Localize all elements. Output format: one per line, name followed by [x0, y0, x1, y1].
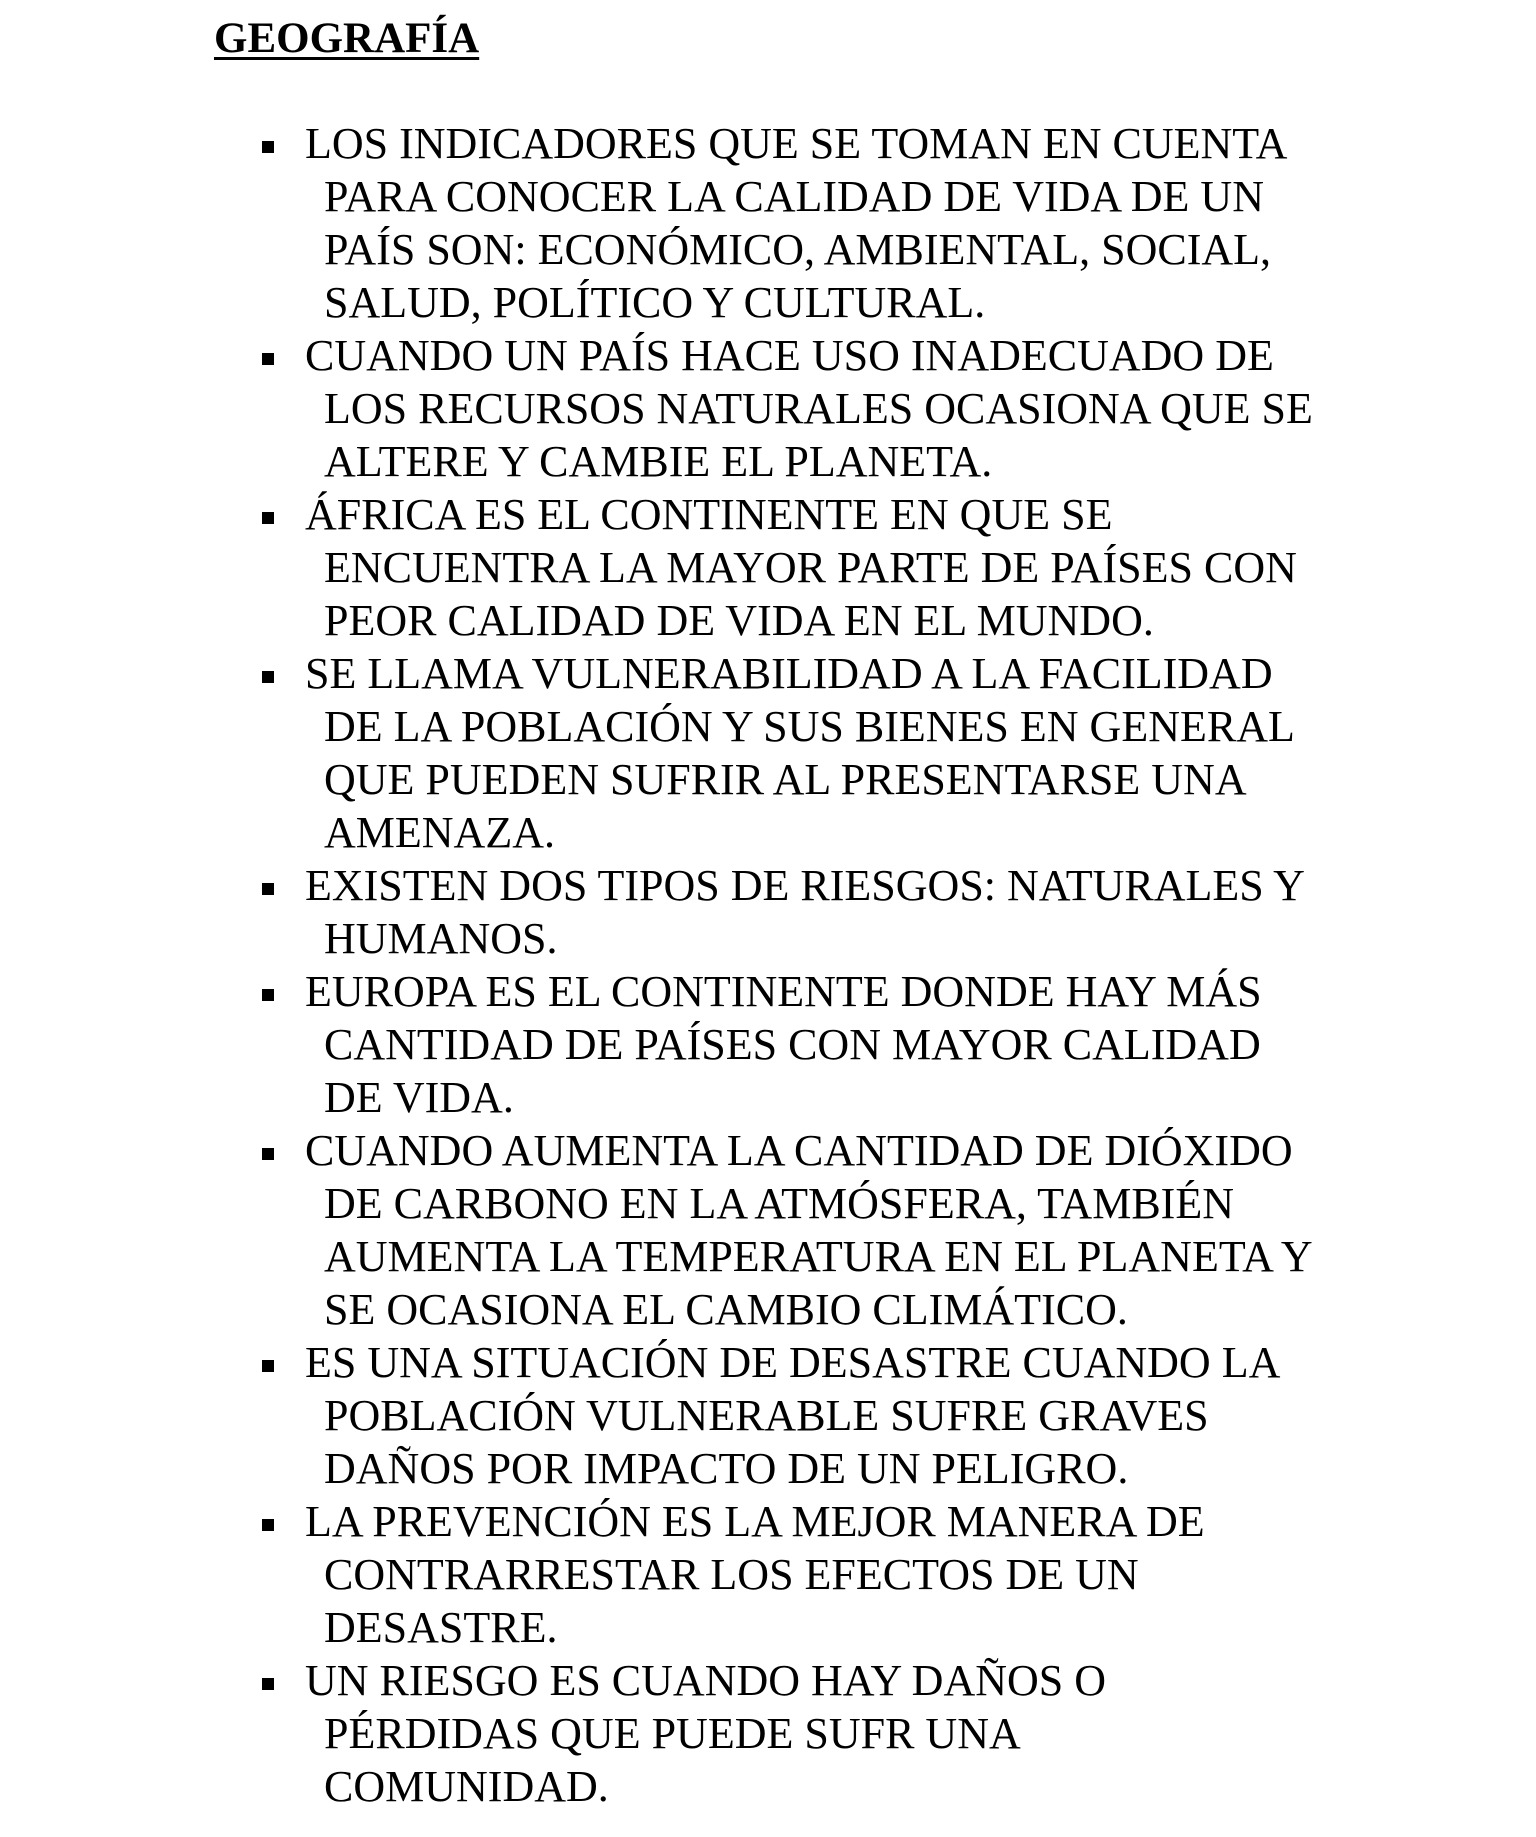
list-item-text-line: ES UNA SITUACIÓN DE DESASTRE CUANDO LA — [305, 1338, 1281, 1387]
square-bullet-icon — [262, 671, 274, 683]
list-item-text-line: ENCUENTRA LA MAYOR PARTE DE PAÍSES CON — [324, 543, 1297, 592]
list-item-text-line: UN RIESGO ES CUANDO HAY DAÑOS O — [305, 1656, 1107, 1705]
list-item-text-line: DAÑOS POR IMPACTO DE UN PELIGRO. — [324, 1444, 1129, 1493]
list-item-text-line: QUE PUEDEN SUFRIR AL PRESENTARSE UNA — [324, 755, 1247, 804]
square-bullet-icon — [262, 1519, 274, 1531]
list-item-text-line: ALTERE Y CAMBIE EL PLANETA. — [324, 437, 993, 486]
list-item-text-line: CONTRARRESTAR LOS EFECTOS DE UN — [324, 1550, 1139, 1599]
square-bullet-icon — [262, 141, 274, 153]
square-bullet-icon — [262, 883, 274, 895]
list-item-text-line: DE LA POBLACIÓN Y SUS BIENES EN GENERAL — [324, 702, 1295, 751]
square-bullet-icon — [262, 1360, 274, 1372]
list-item-text-line: LA PREVENCIÓN ES LA MEJOR MANERA DE — [305, 1497, 1205, 1546]
list-item — [262, 488, 1342, 647]
list-item-text-line: SE LLAMA VULNERABILIDAD A LA FACILIDAD — [305, 649, 1273, 698]
list-item — [262, 329, 1342, 488]
list-item-text-line: POBLACIÓN VULNERABLE SUFRE GRAVES — [324, 1391, 1209, 1440]
square-bullet-icon — [262, 1678, 274, 1690]
list-item-text-line: CUANDO AUMENTA LA CANTIDAD DE DIÓXIDO — [305, 1126, 1293, 1175]
bullet-list — [262, 117, 1342, 1813]
list-item-text-line: CANTIDAD DE PAÍSES CON MAYOR CALIDAD — [324, 1020, 1261, 1069]
list-item-text-line: LOS RECURSOS NATURALES OCASIONA QUE SE — [324, 384, 1313, 433]
square-bullet-icon — [262, 1148, 274, 1160]
list-item-text-line: SE OCASIONA EL CAMBIO CLIMÁTICO. — [324, 1285, 1128, 1334]
list-item-text-line: DE CARBONO EN LA ATMÓSFERA, TAMBIÉN — [324, 1179, 1234, 1228]
list-item — [262, 117, 1342, 329]
list-item-text-line: PÉRDIDAS QUE PUEDE SUFR UNA — [324, 1709, 1021, 1758]
list-item-text-line: DE VIDA. — [324, 1073, 514, 1122]
list-item — [262, 1654, 1342, 1813]
square-bullet-icon — [262, 353, 274, 365]
list-item — [262, 1124, 1342, 1336]
list-item — [262, 647, 1342, 859]
list-item — [262, 1336, 1342, 1495]
list-item-text-line: PEOR CALIDAD DE VIDA EN EL MUNDO. — [324, 596, 1154, 645]
list-item — [262, 1495, 1342, 1654]
list-item-text-line: SALUD, POLÍTICO Y CULTURAL. — [324, 278, 986, 327]
list-item-text-line: CUANDO UN PAÍS HACE USO INADECUADO DE — [305, 331, 1274, 380]
document-title: GEOGRAFÍA — [214, 15, 480, 62]
list-item-text-line: AMENAZA. — [324, 808, 555, 857]
list-item-text-line: PAÍS SON: ECONÓMICO, AMBIENTAL, SOCIAL, — [324, 225, 1272, 274]
list-item-text-line: AUMENTA LA TEMPERATURA EN EL PLANETA Y — [324, 1232, 1313, 1281]
list-item-text-line: EXISTEN DOS TIPOS DE RIESGOS: NATURALES Y — [305, 861, 1305, 910]
list-item-text-line: EUROPA ES EL CONTINENTE DONDE HAY MÁS — [305, 967, 1262, 1016]
list-item — [262, 965, 1342, 1124]
list-item-text-line: COMUNIDAD. — [324, 1762, 609, 1811]
square-bullet-icon — [262, 989, 274, 1001]
list-item-text-line: HUMANOS. — [324, 914, 558, 963]
square-bullet-icon — [262, 512, 274, 524]
list-item-text-line: LOS INDICADORES QUE SE TOMAN EN CUENTA — [305, 119, 1288, 168]
list-item — [262, 859, 1342, 965]
list-item-text-line: ÁFRICA ES EL CONTINENTE EN QUE SE — [305, 490, 1113, 539]
list-item-text-line: PARA CONOCER LA CALIDAD DE VIDA DE UN — [324, 172, 1264, 221]
list-item-text-line: DESASTRE. — [324, 1603, 558, 1652]
